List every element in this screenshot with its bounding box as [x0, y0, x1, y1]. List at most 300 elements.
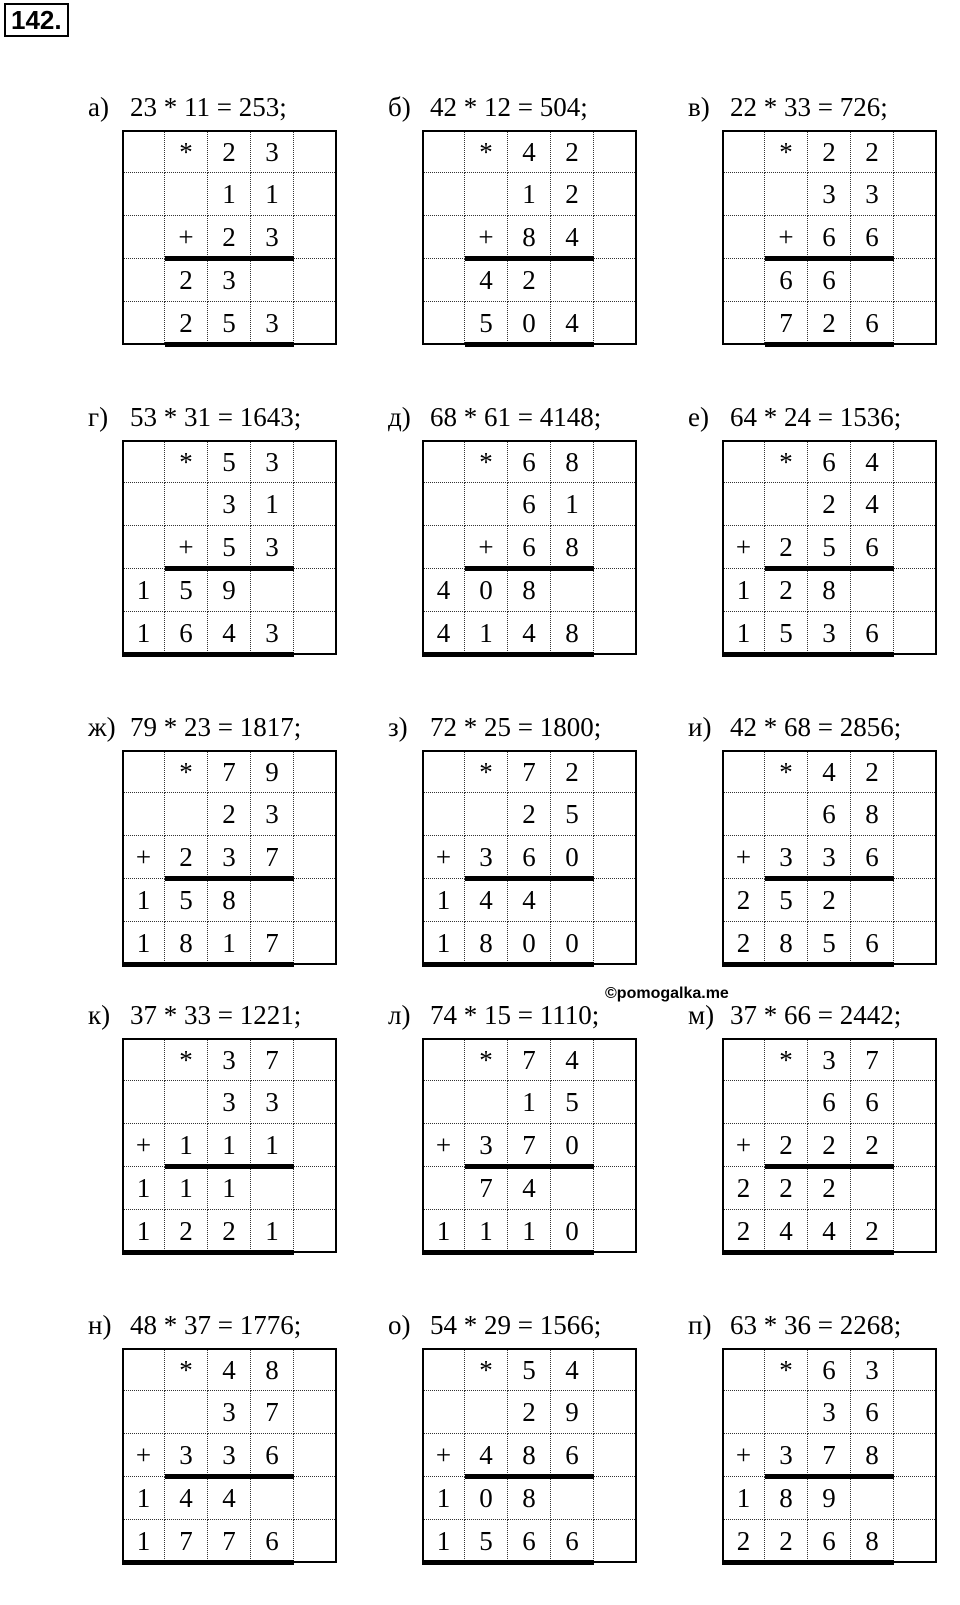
grid-cell: 4	[508, 612, 551, 655]
grid-cell	[594, 216, 637, 259]
grid-cell	[894, 569, 937, 612]
grid-cell: 3	[165, 1434, 208, 1477]
sum-line	[422, 962, 594, 967]
problem-letter: е)	[688, 402, 709, 432]
grid-cell: 5	[465, 1520, 508, 1563]
grid-cell	[722, 130, 765, 173]
sum-line	[165, 876, 294, 881]
grid-cell: +	[422, 836, 465, 879]
grid-cell: 2	[208, 1210, 251, 1253]
problem-equation: 74 * 15 = 1110;	[430, 1000, 600, 1030]
grid-cell: 3	[808, 612, 851, 655]
grid-cell: 1	[422, 1210, 465, 1253]
grid-cell: 1	[422, 922, 465, 965]
grid-cell	[594, 1210, 637, 1253]
grid-cell: 8	[551, 526, 594, 569]
grid-cell: 5	[765, 612, 808, 655]
grid-cell	[722, 750, 765, 793]
sum-line	[765, 566, 894, 571]
grid-cell: 7	[251, 836, 294, 879]
grid-cell: 1	[208, 922, 251, 965]
grid-cell	[422, 440, 465, 483]
grid-cell: 1	[165, 1124, 208, 1167]
grid-cell	[422, 173, 465, 216]
grid-cell: 4	[765, 1210, 808, 1253]
grid-cell	[594, 836, 637, 879]
grid-cell	[122, 526, 165, 569]
grid-cell: 2	[208, 793, 251, 836]
grid-cell	[294, 259, 337, 302]
grid-cell: 3	[251, 612, 294, 655]
grid-cell	[251, 1167, 294, 1210]
grid-cell: 3	[251, 1081, 294, 1124]
grid-cell	[165, 793, 208, 836]
grid-cell	[165, 483, 208, 526]
grid-cell: *	[765, 130, 808, 173]
grid-cell	[294, 440, 337, 483]
grid-cell	[851, 879, 894, 922]
grid-cell	[894, 302, 937, 345]
grid-cell: *	[765, 1348, 808, 1391]
grid-cell	[122, 302, 165, 345]
grid-cell: 2	[208, 216, 251, 259]
grid-cell: 0	[508, 302, 551, 345]
grid-cell	[422, 130, 465, 173]
grid-cell	[594, 259, 637, 302]
grid-cell: 5	[465, 302, 508, 345]
grid-cell: 2	[808, 302, 851, 345]
grid-cell: *	[165, 1038, 208, 1081]
calculation-grid	[422, 1348, 637, 1563]
grid-cell	[422, 793, 465, 836]
grid-cell: 0	[465, 569, 508, 612]
grid-cell: 2	[808, 130, 851, 173]
problem-label	[88, 712, 301, 742]
grid-cell	[551, 259, 594, 302]
problem-letter: б)	[388, 92, 411, 122]
problem-equation: 64 * 24 = 1536;	[730, 402, 902, 432]
grid-cell: 2	[722, 1520, 765, 1563]
grid-cell: 7	[251, 922, 294, 965]
grid-cell: 4	[551, 1038, 594, 1081]
grid-cell	[122, 440, 165, 483]
grid-cell: 7	[508, 750, 551, 793]
grid-cell	[894, 130, 937, 173]
grid-cell	[294, 1124, 337, 1167]
problem-letter: к)	[88, 1000, 111, 1030]
grid-cell	[765, 1081, 808, 1124]
grid-cell: 9	[251, 750, 294, 793]
grid-cell: 3	[208, 1038, 251, 1081]
problem-equation: 63 * 36 = 2268;	[730, 1310, 902, 1340]
sum-line	[422, 1560, 594, 1565]
grid-cell	[894, 1081, 937, 1124]
grid-cell: 3	[465, 836, 508, 879]
grid-cell: 8	[851, 793, 894, 836]
grid-cell	[294, 1391, 337, 1434]
grid-cell: 1	[465, 612, 508, 655]
grid-cell	[122, 1081, 165, 1124]
grid-cell	[422, 483, 465, 526]
grid-cell	[894, 793, 937, 836]
grid-cell	[894, 483, 937, 526]
grid-cell	[594, 922, 637, 965]
grid-cell	[422, 259, 465, 302]
grid-cell: 2	[165, 259, 208, 302]
grid-cell: 7	[208, 1520, 251, 1563]
grid-cell	[551, 1477, 594, 1520]
grid-cell	[294, 793, 337, 836]
grid-cell: 4	[808, 1210, 851, 1253]
grid-cell	[894, 1520, 937, 1563]
grid-cell: 2	[851, 1210, 894, 1253]
sum-line	[765, 256, 894, 261]
grid-cell	[294, 130, 337, 173]
grid-cell: 6	[851, 216, 894, 259]
grid-cell	[422, 1081, 465, 1124]
grid-cell: 4	[551, 1348, 594, 1391]
grid-cell: 9	[551, 1391, 594, 1434]
grid-cell: 1	[251, 1124, 294, 1167]
grid-cell: 7	[808, 1434, 851, 1477]
grid-cell: *	[465, 1038, 508, 1081]
grid-cell: +	[722, 836, 765, 879]
grid-cell: 1	[508, 173, 551, 216]
grid-cell	[894, 1124, 937, 1167]
grid-cell: 2	[551, 130, 594, 173]
grid-cell: 2	[165, 302, 208, 345]
calculation-grid	[422, 130, 637, 345]
grid-cell: 3	[765, 836, 808, 879]
calculation-grid	[422, 1038, 637, 1253]
grid-cell: 3	[208, 1391, 251, 1434]
grid-cell: +	[122, 836, 165, 879]
grid-cell: 1	[208, 1167, 251, 1210]
grid-cell: 4	[808, 750, 851, 793]
grid-cell	[894, 216, 937, 259]
grid-cell	[594, 1434, 637, 1477]
grid-cell	[122, 483, 165, 526]
grid-cell	[294, 1167, 337, 1210]
calculation-grid	[422, 440, 637, 655]
problem-letter: п)	[688, 1310, 712, 1340]
grid-cell	[122, 216, 165, 259]
watermark: ©pomogalka.me	[605, 985, 729, 1002]
grid-cell: 1	[722, 569, 765, 612]
problem-label	[88, 1000, 301, 1030]
grid-cell	[465, 1391, 508, 1434]
grid-cell	[551, 569, 594, 612]
grid-cell: 1	[422, 879, 465, 922]
grid-cell	[894, 1167, 937, 1210]
grid-cell: 1	[122, 1520, 165, 1563]
grid-cell: 4	[422, 612, 465, 655]
grid-cell	[722, 1081, 765, 1124]
grid-cell: *	[165, 750, 208, 793]
grid-cell: 5	[765, 879, 808, 922]
grid-cell	[851, 259, 894, 302]
problem-equation: 68 * 61 = 4148;	[430, 402, 602, 432]
grid-cell	[594, 173, 637, 216]
grid-cell: 6	[251, 1520, 294, 1563]
grid-cell: 5	[508, 1348, 551, 1391]
grid-cell: 2	[508, 1391, 551, 1434]
grid-cell: 6	[808, 216, 851, 259]
grid-cell: +	[722, 1434, 765, 1477]
grid-cell	[594, 1520, 637, 1563]
sum-line	[422, 1250, 594, 1255]
grid-cell	[594, 130, 637, 173]
problem-label	[688, 1310, 901, 1340]
sum-line	[465, 256, 594, 261]
sum-line	[722, 652, 894, 657]
grid-cell: +	[165, 526, 208, 569]
grid-cell	[851, 1477, 894, 1520]
grid-cell: 2	[722, 879, 765, 922]
grid-cell	[294, 1520, 337, 1563]
task-number: 142.	[4, 3, 69, 37]
grid-cell: 4	[508, 1167, 551, 1210]
grid-cell: 6	[808, 440, 851, 483]
grid-cell: 8	[765, 922, 808, 965]
grid-cell	[722, 1391, 765, 1434]
problem-label	[88, 402, 301, 432]
grid-cell	[765, 793, 808, 836]
grid-cell	[294, 569, 337, 612]
grid-cell	[294, 526, 337, 569]
grid-cell: 2	[508, 793, 551, 836]
problem-label	[688, 92, 888, 122]
grid-cell	[294, 612, 337, 655]
grid-cell	[465, 483, 508, 526]
grid-cell: 5	[808, 922, 851, 965]
grid-cell: 6	[808, 793, 851, 836]
grid-cell: 1	[122, 1167, 165, 1210]
grid-cell: 0	[551, 836, 594, 879]
calculation-grid	[122, 1038, 337, 1253]
grid-cell: 2	[765, 569, 808, 612]
grid-cell	[894, 879, 937, 922]
grid-cell: 1	[165, 1167, 208, 1210]
grid-cell	[594, 793, 637, 836]
grid-cell: *	[765, 750, 808, 793]
grid-cell	[722, 483, 765, 526]
grid-cell: 8	[165, 922, 208, 965]
grid-cell	[294, 1434, 337, 1477]
grid-cell: +	[165, 216, 208, 259]
grid-cell	[894, 1434, 937, 1477]
grid-cell	[894, 1348, 937, 1391]
grid-cell: 1	[551, 483, 594, 526]
grid-cell: 6	[851, 526, 894, 569]
grid-cell	[722, 216, 765, 259]
grid-cell	[594, 1124, 637, 1167]
sum-line	[765, 1474, 894, 1479]
problem-letter: л)	[388, 1000, 411, 1030]
problem-letter: г)	[88, 402, 109, 432]
grid-cell	[851, 569, 894, 612]
grid-cell: 8	[808, 569, 851, 612]
grid-cell: 5	[551, 793, 594, 836]
grid-cell	[122, 259, 165, 302]
grid-cell	[422, 1348, 465, 1391]
grid-cell: 2	[765, 1124, 808, 1167]
grid-cell: 3	[251, 526, 294, 569]
problem-equation: 53 * 31 = 1643;	[130, 402, 302, 432]
grid-cell	[422, 1038, 465, 1081]
grid-cell	[722, 1038, 765, 1081]
problem-letter: и)	[688, 712, 712, 742]
grid-cell: 6	[765, 259, 808, 302]
grid-cell: 9	[208, 569, 251, 612]
grid-cell: 5	[165, 879, 208, 922]
problem-letter: ж)	[88, 712, 116, 742]
grid-cell: +	[722, 526, 765, 569]
grid-cell: *	[465, 130, 508, 173]
grid-cell	[251, 259, 294, 302]
grid-cell: 7	[165, 1520, 208, 1563]
grid-cell: +	[422, 1124, 465, 1167]
grid-cell	[251, 1477, 294, 1520]
grid-cell	[465, 1081, 508, 1124]
grid-cell	[594, 750, 637, 793]
grid-cell: 3	[208, 836, 251, 879]
grid-cell: 3	[251, 216, 294, 259]
grid-cell: 2	[765, 1167, 808, 1210]
grid-cell: 1	[122, 922, 165, 965]
grid-cell: 6	[808, 1081, 851, 1124]
grid-cell: 4	[208, 1348, 251, 1391]
grid-cell: 7	[508, 1124, 551, 1167]
problem-label	[688, 1000, 901, 1030]
calculation-grid	[722, 440, 937, 655]
problem-equation: 22 * 33 = 726;	[730, 92, 888, 122]
grid-cell: 6	[808, 259, 851, 302]
grid-cell: 8	[251, 1348, 294, 1391]
grid-cell: 4	[165, 1477, 208, 1520]
grid-cell: 8	[208, 879, 251, 922]
grid-cell: 8	[851, 1520, 894, 1563]
grid-cell: 2	[851, 1124, 894, 1167]
sum-line	[165, 1164, 294, 1169]
grid-cell	[294, 1348, 337, 1391]
grid-cell	[594, 1348, 637, 1391]
sum-line	[765, 342, 894, 347]
grid-cell	[594, 1081, 637, 1124]
grid-cell: +	[422, 1434, 465, 1477]
sum-line	[465, 1164, 594, 1169]
grid-cell: 8	[851, 1434, 894, 1477]
grid-cell: 7	[208, 750, 251, 793]
grid-cell: 3	[208, 483, 251, 526]
grid-cell	[765, 1391, 808, 1434]
grid-cell: 4	[851, 440, 894, 483]
grid-cell	[294, 302, 337, 345]
grid-cell	[122, 793, 165, 836]
grid-cell: 1	[465, 1210, 508, 1253]
grid-cell: 5	[208, 526, 251, 569]
grid-cell	[894, 1210, 937, 1253]
grid-cell: 7	[251, 1391, 294, 1434]
grid-cell: *	[765, 1038, 808, 1081]
grid-cell: *	[765, 440, 808, 483]
grid-cell	[894, 440, 937, 483]
grid-cell	[594, 569, 637, 612]
grid-cell: 3	[251, 440, 294, 483]
grid-cell: +	[122, 1434, 165, 1477]
sum-line	[465, 566, 594, 571]
problem-letter: з)	[388, 712, 408, 742]
grid-cell	[165, 1081, 208, 1124]
problem-label	[388, 92, 588, 122]
grid-cell	[422, 216, 465, 259]
grid-cell: 8	[508, 216, 551, 259]
sum-line	[722, 1560, 894, 1565]
grid-cell: 5	[551, 1081, 594, 1124]
grid-cell: 2	[722, 1167, 765, 1210]
grid-cell	[894, 1477, 937, 1520]
grid-cell	[294, 879, 337, 922]
grid-cell	[294, 1081, 337, 1124]
grid-cell: 2	[851, 750, 894, 793]
grid-cell: *	[165, 440, 208, 483]
grid-cell: 2	[765, 526, 808, 569]
grid-cell: 2	[808, 483, 851, 526]
grid-cell: 2	[165, 836, 208, 879]
grid-cell: 0	[551, 1210, 594, 1253]
grid-cell: 3	[251, 130, 294, 173]
grid-cell: *	[465, 750, 508, 793]
problem-equation: 42 * 12 = 504;	[430, 92, 588, 122]
problem-equation: 72 * 25 = 1800;	[430, 712, 602, 742]
grid-cell: 2	[165, 1210, 208, 1253]
grid-cell: 3	[208, 1434, 251, 1477]
grid-cell: 3	[251, 793, 294, 836]
grid-cell	[422, 1391, 465, 1434]
grid-cell	[894, 1391, 937, 1434]
grid-cell: 6	[851, 1391, 894, 1434]
problem-letter: а)	[88, 92, 109, 122]
grid-cell: 6	[851, 1081, 894, 1124]
grid-cell	[594, 879, 637, 922]
grid-cell: 8	[508, 569, 551, 612]
sum-line	[122, 962, 294, 967]
grid-cell: 2	[551, 750, 594, 793]
sum-line	[765, 1164, 894, 1169]
calculation-grid	[722, 1038, 937, 1253]
grid-cell	[251, 879, 294, 922]
grid-cell	[122, 173, 165, 216]
calculation-grid	[122, 440, 337, 655]
grid-cell	[894, 1038, 937, 1081]
grid-cell: 7	[765, 302, 808, 345]
grid-cell	[594, 1391, 637, 1434]
sum-line	[722, 1250, 894, 1255]
problem-letter: в)	[688, 92, 710, 122]
grid-cell: 2	[851, 130, 894, 173]
grid-cell: 1	[722, 1477, 765, 1520]
grid-cell	[551, 1167, 594, 1210]
problem-label	[688, 402, 901, 432]
sum-line	[465, 342, 594, 347]
grid-cell	[765, 173, 808, 216]
grid-cell: 3	[765, 1434, 808, 1477]
grid-cell: 0	[551, 1124, 594, 1167]
grid-cell: 4	[508, 130, 551, 173]
grid-cell: 2	[808, 879, 851, 922]
grid-cell	[894, 612, 937, 655]
grid-cell: 3	[208, 1081, 251, 1124]
